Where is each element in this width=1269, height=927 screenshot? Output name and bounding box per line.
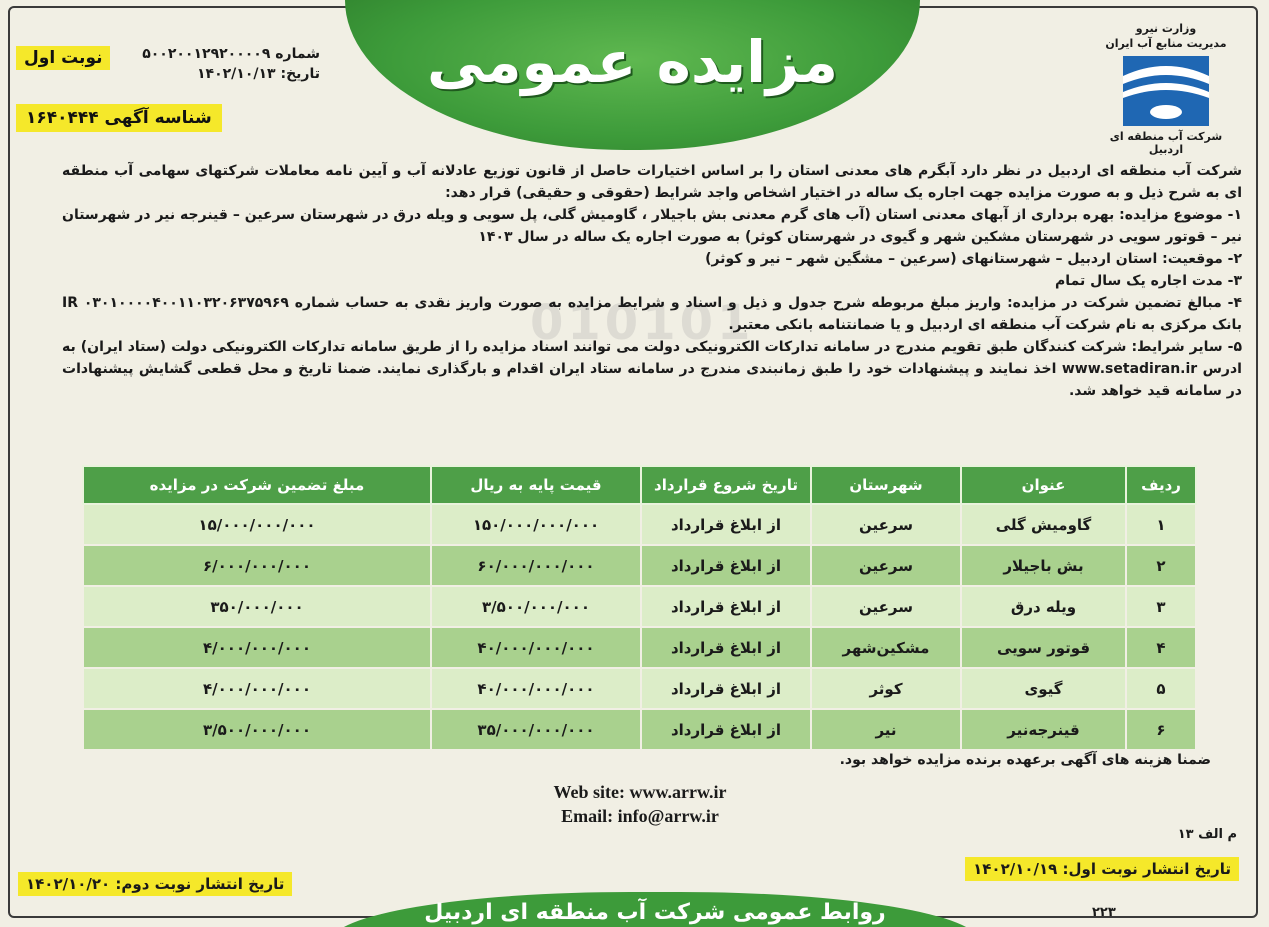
header-guarantee: مبلغ تضمین شرکت در مزایده: [83, 466, 431, 504]
cell-city: کوثر: [811, 668, 961, 709]
header-base-price: قیمت پایه به ریال: [431, 466, 641, 504]
cell-city: مشکین‌شهر: [811, 627, 961, 668]
watermark: 010101: [530, 295, 755, 351]
cell-base-price: ۱۵۰/۰۰۰/۰۰۰/۰۰۰: [431, 504, 641, 545]
cell-row-no: ۲: [1126, 545, 1196, 586]
cell-row-no: ۳: [1126, 586, 1196, 627]
table-row: [83, 668, 1196, 709]
cell-title: قینرجه‌نیر: [961, 709, 1126, 750]
table-row: [83, 545, 1196, 586]
table-row: [83, 627, 1196, 668]
header-row-no: ردیف: [1126, 466, 1196, 504]
table-row: [83, 586, 1196, 627]
cell-base-price: ۴۰/۰۰۰/۰۰۰/۰۰۰: [431, 627, 641, 668]
cell-start-date: از ابلاغ قرارداد: [641, 668, 811, 709]
cell-city: نیر: [811, 709, 961, 750]
cell-city: سرعین: [811, 545, 961, 586]
cell-start-date: از ابلاغ قرارداد: [641, 586, 811, 627]
cell-row-no: ۴: [1126, 627, 1196, 668]
cell-guarantee: ۶/۰۰۰/۰۰۰/۰۰۰: [83, 545, 431, 586]
cell-title: بش باجیلار: [961, 545, 1126, 586]
cell-row-no: ۱: [1126, 504, 1196, 545]
logo-parent: مدیریت منابع آب ایران: [1105, 37, 1227, 50]
cell-base-price: ۶۰/۰۰۰/۰۰۰/۰۰۰: [431, 545, 641, 586]
cell-guarantee: ۴/۰۰۰/۰۰۰/۰۰۰: [83, 627, 431, 668]
round-badge: نوبت اول: [16, 46, 110, 70]
header-city: شهرستان: [811, 466, 961, 504]
header-start-date: تاریخ شروع قرارداد: [641, 466, 811, 504]
footer-banner-text: روابط عمومی شرکت آب منطقه ای اردبیل: [424, 900, 886, 925]
cell-start-date: از ابلاغ قرارداد: [641, 504, 811, 545]
item-3: ۳- مدت اجاره یک سال تمام: [1055, 273, 1242, 289]
table-header-row: [83, 466, 1196, 504]
cell-start-date: از ابلاغ قرارداد: [641, 545, 811, 586]
website-link[interactable]: Web site: www.arrw.ir: [553, 782, 727, 802]
page-title: مزایده عمومی: [426, 28, 839, 96]
company-logo: [1091, 22, 1241, 167]
table-row: [83, 504, 1196, 545]
auction-table: [82, 465, 1197, 751]
logo-company: شرکت آب منطقه ای اردبیل: [1109, 130, 1223, 156]
second-publish-date: تاریخ انتشار نوبت دوم: ۱۴۰۲/۱۰/۲۰: [18, 872, 292, 896]
cell-guarantee: ۳۵۰/۰۰۰/۰۰۰: [83, 586, 431, 627]
table-row: [83, 709, 1196, 750]
cell-title: گیوی: [961, 668, 1126, 709]
ad-date: تاریخ: ۱۴۰۲/۱۰/۱۳: [197, 66, 320, 82]
cell-base-price: ۴۰/۰۰۰/۰۰۰/۰۰۰: [431, 668, 641, 709]
ad-body: [62, 160, 1242, 402]
cell-title: قوتور سویی: [961, 627, 1126, 668]
cell-start-date: از ابلاغ قرارداد: [641, 627, 811, 668]
intro-paragraph: شرکت آب منطقه ای اردبیل در نظر دارد آبگرم های معدنی استان را بر اساس اختیارات حاصل از قانون توزیع عادلانه آب و آیین نامه معاملات شرکتهای سهامی آب منطقه ای به شرح ذیل و به صورت مزایده جهت اجاره یک ساله در اختیار اشخاص واجد شرایط (حقوقی و حقیقی) قرار دهد:: [62, 163, 1242, 201]
cell-row-no: ۶: [1126, 709, 1196, 750]
cost-note: ضمنا هزینه های آگهی برعهده برنده مزایده خواهد بود.: [839, 752, 1211, 768]
email-link[interactable]: Email: info@arrw.ir: [561, 806, 719, 826]
cell-guarantee: ۱۵/۰۰۰/۰۰۰/۰۰۰: [83, 504, 431, 545]
header-meta: [130, 44, 320, 84]
cell-city: سرعین: [811, 586, 961, 627]
cell-guarantee: ۴/۰۰۰/۰۰۰/۰۰۰: [83, 668, 431, 709]
header-title: عنوان: [961, 466, 1126, 504]
cell-base-price: ۳/۵۰۰/۰۰۰/۰۰۰: [431, 586, 641, 627]
cell-start-date: از ابلاغ قرارداد: [641, 709, 811, 750]
cell-row-no: ۵: [1126, 668, 1196, 709]
cell-city: سرعین: [811, 504, 961, 545]
contact-info: [460, 780, 820, 828]
water-logo-icon: [1123, 56, 1209, 126]
cell-title: گاومیش گلی: [961, 504, 1126, 545]
ad-code: م الف ۱۳: [1177, 827, 1237, 842]
cell-guarantee: ۳/۵۰۰/۰۰۰/۰۰۰: [83, 709, 431, 750]
page-number: ۲۲۳: [1092, 905, 1116, 920]
item-2: ۲- موقعیت: استان اردبیل – شهرستانهای (سرعین – مشگین شهر – نیر و کوثر): [705, 251, 1242, 267]
logo-ministry: وزارت نیرو: [1135, 22, 1197, 35]
cell-base-price: ۳۵/۰۰۰/۰۰۰/۰۰۰: [431, 709, 641, 750]
item-4: ۴- مبالغ تضمین شرکت در مزایده: واریز مبلغ مربوطه شرح جدول و ذیل و اسناد و شرایط مزایده به صورت واریز نقدی به حساب شماره IR ۰۳۰۱۰۰۰۰۴۰۰۱۱۰۳۲۰۶۳۷۵۹۶۹ بانک مرکزی به نام شرکت آب منطقه ای اردبیل و یا ضمانتنامه بانکی معتبر.: [62, 295, 1242, 333]
cell-title: ویله درق: [961, 586, 1126, 627]
item-1: ۱- موضوع مزایده: بهره برداری از آبهای معدنی استان (آب های گرم معدنی بش باجیلار ، گاومیش گلی، پل سویی و ویله درق در شهرستان سرعین – قینرجه نیر در شهرستان نیر – قوتور سویی در شهرستان مشکین شهر و گیوی در شهرستان کوثر) به صورت اجاره یک ساله در سال ۱۴۰۳: [62, 207, 1242, 245]
ad-id-badge: شناسه آگهی ۱۶۴۰۴۴۴: [16, 104, 222, 132]
item-5: ۵- سایر شرایط: شرکت کنندگان طبق تقویم مندرج در سامانه تدارکات الکترونیکی دولت می توانند اسناد مزایده را از طریق سامانه تدارکات الکترونیکی دولت (ستاد ایران) به ادرس www.setadiran.ir اخذ نمایند و پیشنهادات خود را طبق زمانبندی مندرج در سامانه ستاد ایران اقدام و بارگذاری نمایند. ضمنا تاریخ و محل قطعی گشایش پیشنهادات در سامانه قید خواهد شد.: [62, 339, 1242, 399]
first-publish-date: تاریخ انتشار نوبت اول: ۱۴۰۲/۱۰/۱۹: [965, 857, 1239, 881]
ad-number: شماره ۵۰۰۲۰۰۱۲۹۲۰۰۰۰۹: [142, 46, 320, 62]
